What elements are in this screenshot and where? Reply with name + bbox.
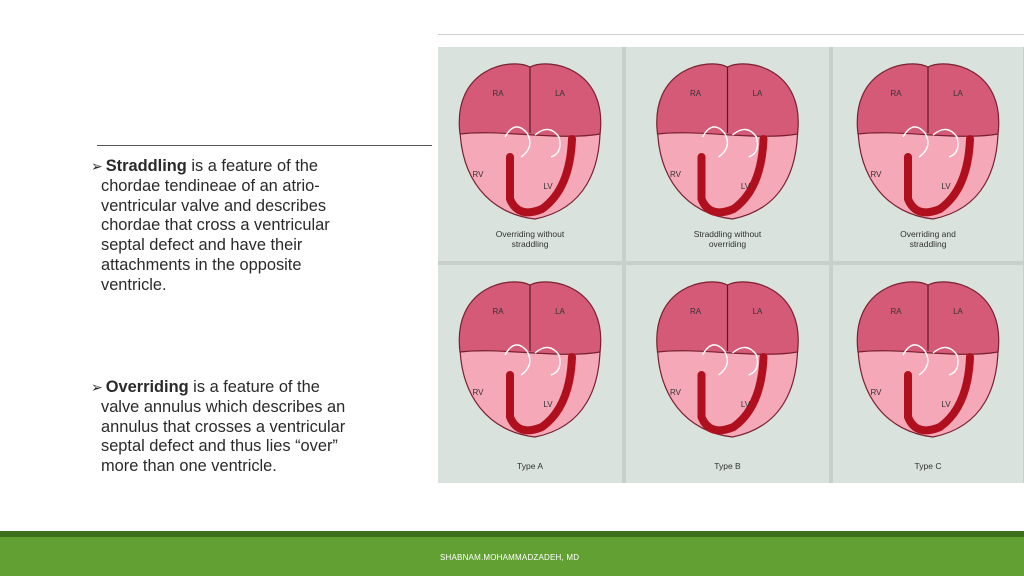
label-rv: RV — [670, 170, 681, 179]
label-ra: RA — [689, 307, 702, 316]
label-lv: LV — [740, 182, 751, 191]
label-la: LA — [555, 89, 565, 98]
label-rv: RV — [870, 388, 882, 397]
footer-author: SHABNAM.MOHAMMADZADEH, MD — [440, 553, 580, 562]
bullet-text-line: septal defect and thus lies “over” — [101, 437, 338, 456]
bullet-text-line: septal defect and have their — [101, 236, 303, 255]
label-la: LA — [953, 307, 963, 316]
bullet-text-line: chordae that cross a ventricular — [101, 216, 330, 235]
label-rv: RV — [472, 388, 484, 397]
heart-panel-3 — [833, 47, 1023, 261]
label-rv: RV — [870, 170, 882, 179]
heart-panel-5 — [626, 265, 829, 483]
bullet-arrow-icon: ➢ — [91, 158, 103, 174]
bullet-straddling — [91, 157, 391, 296]
heart-illustration — [438, 265, 622, 483]
bullet-text-line: ventricular valve and describes — [101, 196, 327, 215]
heart-illustration — [833, 265, 1023, 483]
label-lv: LV — [941, 182, 951, 191]
label-lv: LV — [740, 400, 751, 409]
panel-caption: straddling — [909, 239, 947, 249]
panel-caption: straddling — [511, 239, 549, 249]
heart-panel-2 — [626, 47, 829, 261]
label-la: LA — [752, 307, 763, 316]
label-lv: LV — [543, 182, 553, 191]
text-divider — [97, 145, 432, 146]
panel-caption: Type C — [914, 461, 942, 471]
bullet-text-line: valve annulus which describes an — [101, 397, 346, 416]
label-la: LA — [953, 89, 963, 98]
bullet-text-line: chordae tendineae of an atrio- — [101, 176, 320, 195]
label-rv: RV — [670, 388, 681, 397]
panel-caption: Type B — [714, 461, 741, 471]
label-lv: LV — [543, 400, 553, 409]
top-divider — [438, 34, 1024, 35]
bullet-text-line: annulus that crosses a ventricular — [101, 417, 346, 436]
term-straddling: Straddling — [105, 157, 187, 175]
bullet-text-line: is a feature of the — [186, 157, 318, 175]
bullet-text-line: more than one ventricle. — [101, 457, 277, 476]
label-rv: RV — [472, 170, 484, 179]
bullet-text-line: is a feature of the — [188, 378, 320, 396]
label-lv: LV — [941, 400, 951, 409]
heart-panel-1 — [438, 47, 622, 261]
heart-illustration — [626, 265, 829, 483]
heart-panel-4 — [438, 265, 622, 483]
label-ra: RA — [890, 89, 902, 98]
bullet-arrow-icon: ➢ — [91, 379, 103, 395]
bullet-overriding — [91, 378, 401, 477]
label-la: LA — [555, 307, 565, 316]
panel-caption: Overriding and — [900, 229, 956, 239]
panel-caption: Type A — [517, 461, 543, 471]
heart-panel-6 — [833, 265, 1023, 483]
bullet-text-line: ventricle. — [101, 275, 167, 294]
panel-caption: Straddling without — [693, 229, 762, 239]
label-ra: RA — [689, 89, 702, 98]
bullet-text-line: attachments in the opposite — [101, 255, 302, 274]
label-ra: RA — [890, 307, 902, 316]
panel-caption: overriding — [708, 239, 747, 249]
label-ra: RA — [492, 89, 504, 98]
panel-caption: Overriding without — [495, 229, 565, 239]
label-ra: RA — [492, 307, 504, 316]
heart-diagram-grid — [438, 47, 1024, 483]
term-overriding: Overriding — [105, 378, 189, 396]
label-la: LA — [752, 89, 763, 98]
